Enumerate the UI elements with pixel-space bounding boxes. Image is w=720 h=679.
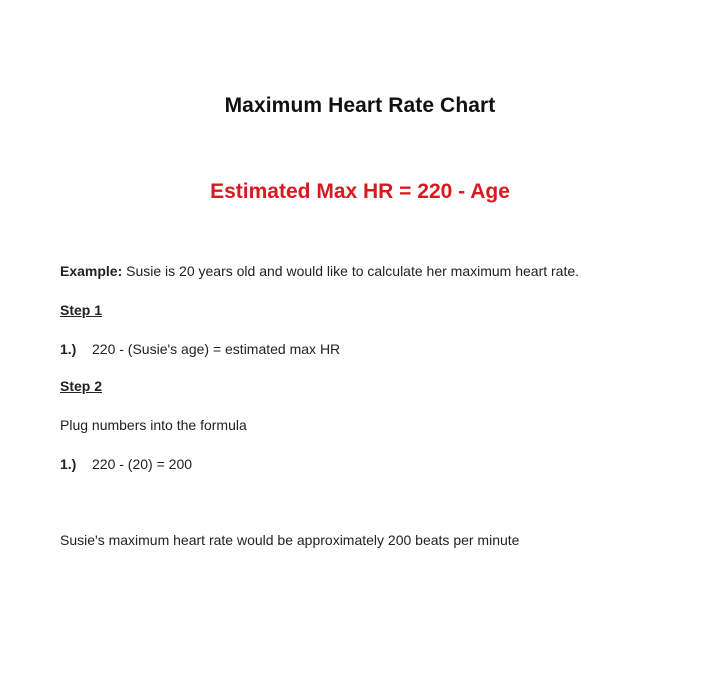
step1-heading: Step 1: [60, 302, 103, 318]
step1-item-text: 220 - (Susie's age) = estimated max HR: [92, 341, 341, 357]
step2-item-number: 1.): [60, 456, 77, 472]
conclusion-text: Susie's maximum heart rate would be approximately 200 beats per minute: [60, 532, 520, 548]
example-label: Example:: [60, 263, 123, 279]
formula-heading: Estimated Max HR = 220 - Age: [210, 180, 510, 203]
page-title: Maximum Heart Rate Chart: [224, 94, 496, 117]
example-paragraph: [60, 263, 579, 279]
step1-item: [60, 341, 340, 357]
step2-instruction: Plug numbers into the formula: [60, 417, 247, 433]
step2-heading: Step 2: [60, 378, 103, 394]
step2-item-text: 220 - (20) = 200: [92, 456, 193, 472]
step2-item: [60, 456, 192, 472]
example-text: Susie is 20 years old and would like to calculate her maximum heart rate.: [122, 263, 580, 279]
step1-item-number: 1.): [60, 341, 77, 357]
